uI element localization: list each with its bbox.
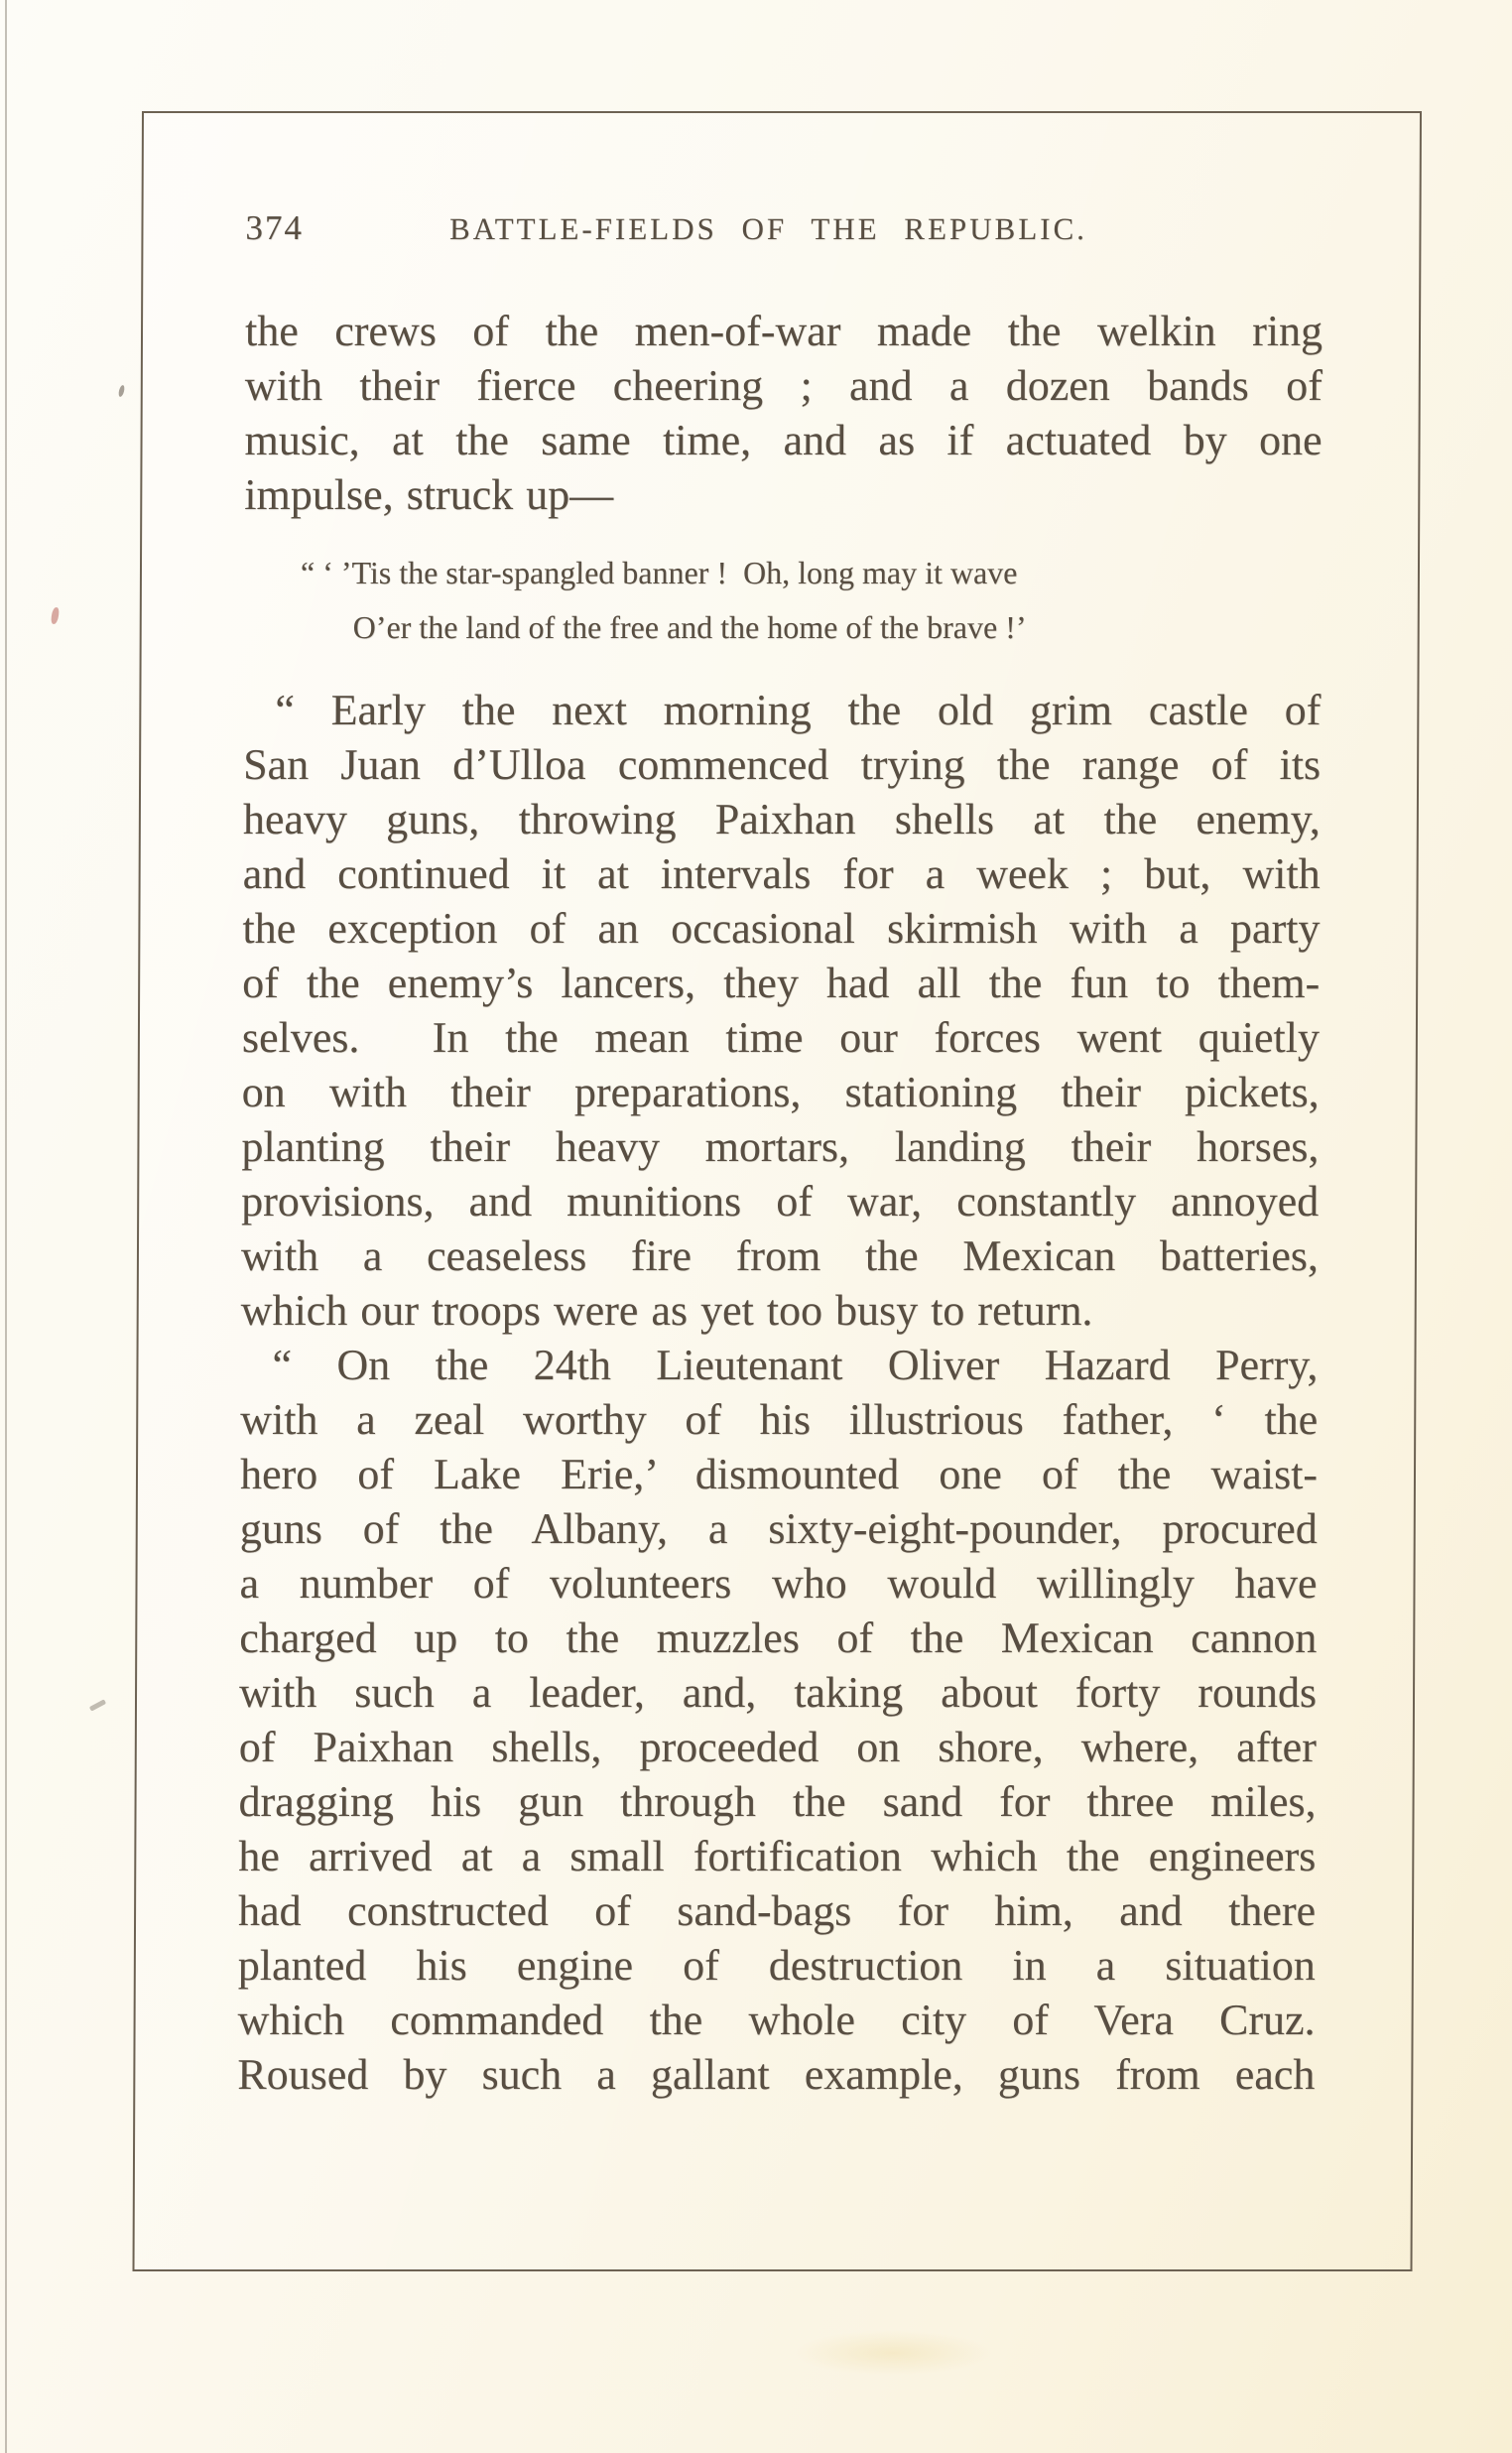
text-line: planted his engine of destruction in a situation (237, 1941, 1316, 1990)
text-line: provisions, and munitions of war, constantly annoyed (241, 1177, 1320, 1226)
text-line: charged up to the muzzles of the Mexican cannon (239, 1614, 1318, 1662)
paragraph-3 (237, 1338, 1318, 2102)
text-line: and continued it at intervals for a week ; but, with (242, 849, 1321, 898)
page-header (245, 208, 1323, 248)
text-line: with a ceaseless fire from the Mexican batteries, (240, 1231, 1320, 1280)
text-line: heavy guns, throwing Paixhan shells at the enemy, (242, 795, 1321, 843)
page-border-frame (133, 111, 1422, 2271)
paper-smudge (794, 2330, 992, 2376)
text-line: guns of the Albany, a sixty-eight-pounder, procured (239, 1504, 1318, 1553)
text-line: O’er the land of the free and the home of the brave !’ (352, 609, 1027, 645)
ink-speck (118, 385, 126, 398)
text-line: “ ‘ ’Tis the star-spangled banner ! Oh, long may it wave (300, 555, 1018, 590)
verse-quote (244, 546, 1322, 655)
text-line: Roused by such a gallant example, guns from each (237, 2050, 1316, 2099)
text-line: with their fierce cheering ; and a dozen bands of (244, 361, 1323, 410)
text-line: with a zeal worthy of his illustrious father, ‘ the (240, 1395, 1319, 1444)
text-line: “ Early the next morning the old grim castle of (275, 686, 1322, 734)
page-number: 374 (245, 208, 305, 247)
text-line: had constructed of sand-bags for him, and there (237, 1886, 1317, 1935)
text-line: dragging his gun through the sand for three miles, (238, 1777, 1317, 1826)
scan-edge-shadow (5, 0, 7, 2453)
text-line: the exception of an occasional skirmish with a party (242, 904, 1321, 953)
pencil-mark (89, 1699, 106, 1711)
paragraph-1 (244, 304, 1323, 522)
text-line: on with their preparations, stationing their pickets, (241, 1068, 1320, 1116)
text-line: a number of volunteers who would willingly have (239, 1559, 1318, 1608)
text-line: San Juan d’Ulloa commenced trying the range of its (243, 740, 1322, 789)
text-line: hero of Lake Erie,’ dismounted one of the waist- (239, 1450, 1319, 1498)
text-line: the crews of the men-of-war made the welkin ring (244, 307, 1323, 355)
paragraph-2 (241, 683, 1322, 1338)
text-line: he arrived at a small fortification which the engineers (238, 1832, 1317, 1880)
text-line: “ On the 24th Lieutenant Oliver Hazard Perry, (272, 1341, 1319, 1389)
red-ink-speck (51, 607, 60, 625)
text-line: which our troops were as yet too busy to return. (240, 1286, 1093, 1335)
text-line: impulse, struck up— (244, 470, 614, 519)
text-line: selves. In the mean time our forces went quietly (241, 1013, 1321, 1062)
running-title: BATTLE-FIELDS OF THE REPUBLIC. (448, 211, 1088, 246)
text-line: of the enemy’s lancers, they had all the fun to them- (242, 959, 1321, 1007)
text-line: music, at the same time, and as if actuated by one (244, 416, 1323, 464)
text-line: of Paixhan shells, proceeded on shore, where, after (238, 1723, 1317, 1771)
text-line: planting their heavy mortars, landing their horses, (241, 1122, 1320, 1171)
text-line: with such a leader, and, taking about forty rounds (238, 1668, 1318, 1717)
text-line: which commanded the whole city of Vera Cruz. (237, 1996, 1316, 2044)
